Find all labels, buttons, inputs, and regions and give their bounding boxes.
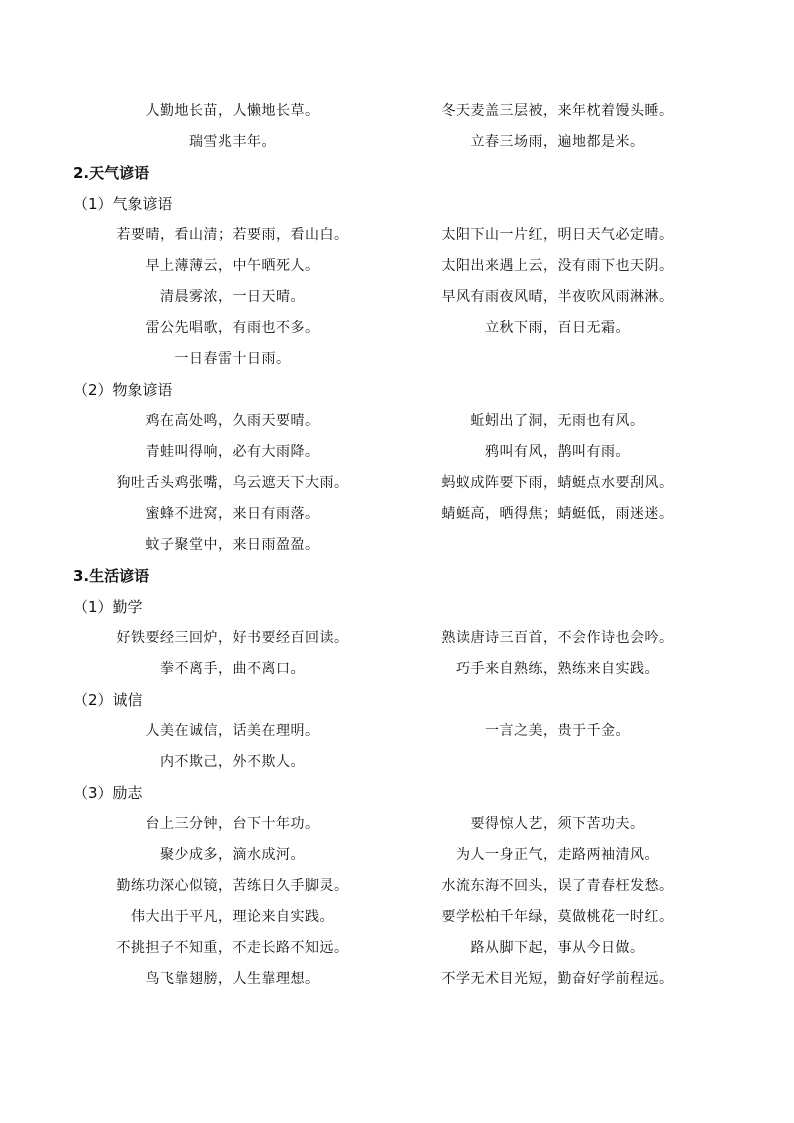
proverb-row (0, 348, 794, 379)
proverb-row (0, 131, 794, 162)
proverb-left: 内不欺己，外不欺人。 (160, 754, 305, 770)
proverb-row (0, 472, 794, 503)
proverb-left: 青蛙叫得响，必有大雨降。 (145, 444, 320, 460)
proverb-row (0, 627, 794, 658)
proverb-left: 蚊子聚堂中，来日雨盈盈。 (145, 537, 320, 553)
proverb-row (0, 875, 794, 906)
proverb-row (0, 751, 794, 782)
proverb-right: 蚯蚓出了洞，无雨也有风。 (470, 413, 645, 429)
proverb-row (0, 937, 794, 968)
subsection-heading: （3）励志 (73, 784, 143, 802)
proverb-right: 蚂蚁成阵要下雨，蜻蜓点水要刮风。 (441, 475, 674, 491)
proverb-right: 路从脚下起，事从今日做。 (470, 940, 645, 956)
proverb-row (0, 410, 794, 441)
proverb-right: 太阳下山一片红，明日天气必定晴。 (441, 227, 674, 243)
proverb-right: 为人一身正气，走路两袖清风。 (456, 847, 659, 863)
proverb-left: 拳不离手，曲不离口。 (160, 661, 305, 677)
proverb-left: 瑞雪兆丰年。 (189, 134, 276, 150)
proverb-row (0, 441, 794, 472)
proverb-left: 不挑担子不知重，不走长路不知远。 (116, 940, 349, 956)
proverb-left: 早上薄薄云，中午晒死人。 (145, 258, 320, 274)
proverb-row (0, 255, 794, 286)
proverb-right: 一言之美，贵于千金。 (485, 723, 630, 739)
proverb-left: 蜜蜂不进窝，来日有雨落。 (145, 506, 320, 522)
proverb-right: 早风有雨夜风晴，半夜吹风雨淋淋。 (441, 289, 674, 305)
proverb-row (0, 844, 794, 875)
proverb-row (0, 813, 794, 844)
proverb-left: 好铁要经三回炉，好书要经百回读。 (116, 630, 349, 646)
subsection-heading: （2）物象谚语 (73, 381, 173, 399)
proverb-right: 立春三场雨，遍地都是米。 (470, 134, 645, 150)
proverb-left: 狗吐舌头鸡张嘴，乌云遮天下大雨。 (116, 475, 349, 491)
subsection-heading: （1）勤学 (73, 598, 143, 616)
proverb-row (0, 968, 794, 999)
proverb-row (0, 720, 794, 751)
proverb-left: 雷公先唱歌，有雨也不多。 (145, 320, 320, 336)
proverb-left: 一日春雷十日雨。 (174, 351, 291, 367)
section-heading: 3.生活谚语 (73, 567, 150, 585)
subsection-heading: （1）气象谚语 (73, 195, 173, 213)
proverb-left: 聚少成多，滴水成河。 (160, 847, 305, 863)
proverb-row (0, 224, 794, 255)
proverb-left: 人美在诚信，话美在理明。 (145, 723, 320, 739)
section-heading: 2.天气谚语 (73, 164, 150, 182)
proverb-left: 鸡在高处鸣，久雨天要晴。 (145, 413, 320, 429)
proverb-left: 鸟飞靠翅膀，人生靠理想。 (145, 971, 320, 987)
proverb-left: 台上三分钟，台下十年功。 (145, 816, 320, 832)
proverb-row (0, 534, 794, 565)
proverb-right: 冬天麦盖三层被，来年枕着馒头睡。 (441, 103, 674, 119)
subsection-heading: （2）诚信 (73, 691, 143, 709)
proverb-right: 蜻蜓高，晒得焦；蜻蜓低，雨迷迷。 (441, 506, 674, 522)
proverb-left: 伟大出于平凡，理论来自实践。 (131, 909, 334, 925)
proverb-left: 人勤地长苗，人懒地长草。 (145, 103, 320, 119)
proverb-right: 要学松柏千年绿，莫做桃花一时红。 (441, 909, 674, 925)
proverb-row (0, 906, 794, 937)
proverb-left: 若要晴，看山清；若要雨，看山白。 (116, 227, 349, 243)
proverb-right: 巧手来自熟练，熟练来自实践。 (456, 661, 659, 677)
proverb-right: 要得惊人艺，须下苦功夫。 (470, 816, 645, 832)
proverb-right: 太阳出来遇上云，没有雨下也天阴。 (441, 258, 674, 274)
proverb-right: 立秋下雨，百日无霜。 (485, 320, 630, 336)
proverb-row (0, 286, 794, 317)
proverb-right: 鸦叫有风，鹊叫有雨。 (485, 444, 630, 460)
proverb-left: 清晨雾浓，一日天晴。 (160, 289, 305, 305)
proverb-left: 勤练功深心似镜，苦练日久手脚灵。 (116, 878, 349, 894)
proverb-right: 水流东海不回头，误了青春枉发愁。 (441, 878, 674, 894)
proverb-row (0, 658, 794, 689)
proverb-row (0, 317, 794, 348)
proverb-row (0, 503, 794, 534)
proverb-right: 不学无术目光短，勤奋好学前程远。 (441, 971, 674, 987)
proverb-right: 熟读唐诗三百首，不会作诗也会吟。 (441, 630, 674, 646)
proverb-row (0, 100, 794, 131)
